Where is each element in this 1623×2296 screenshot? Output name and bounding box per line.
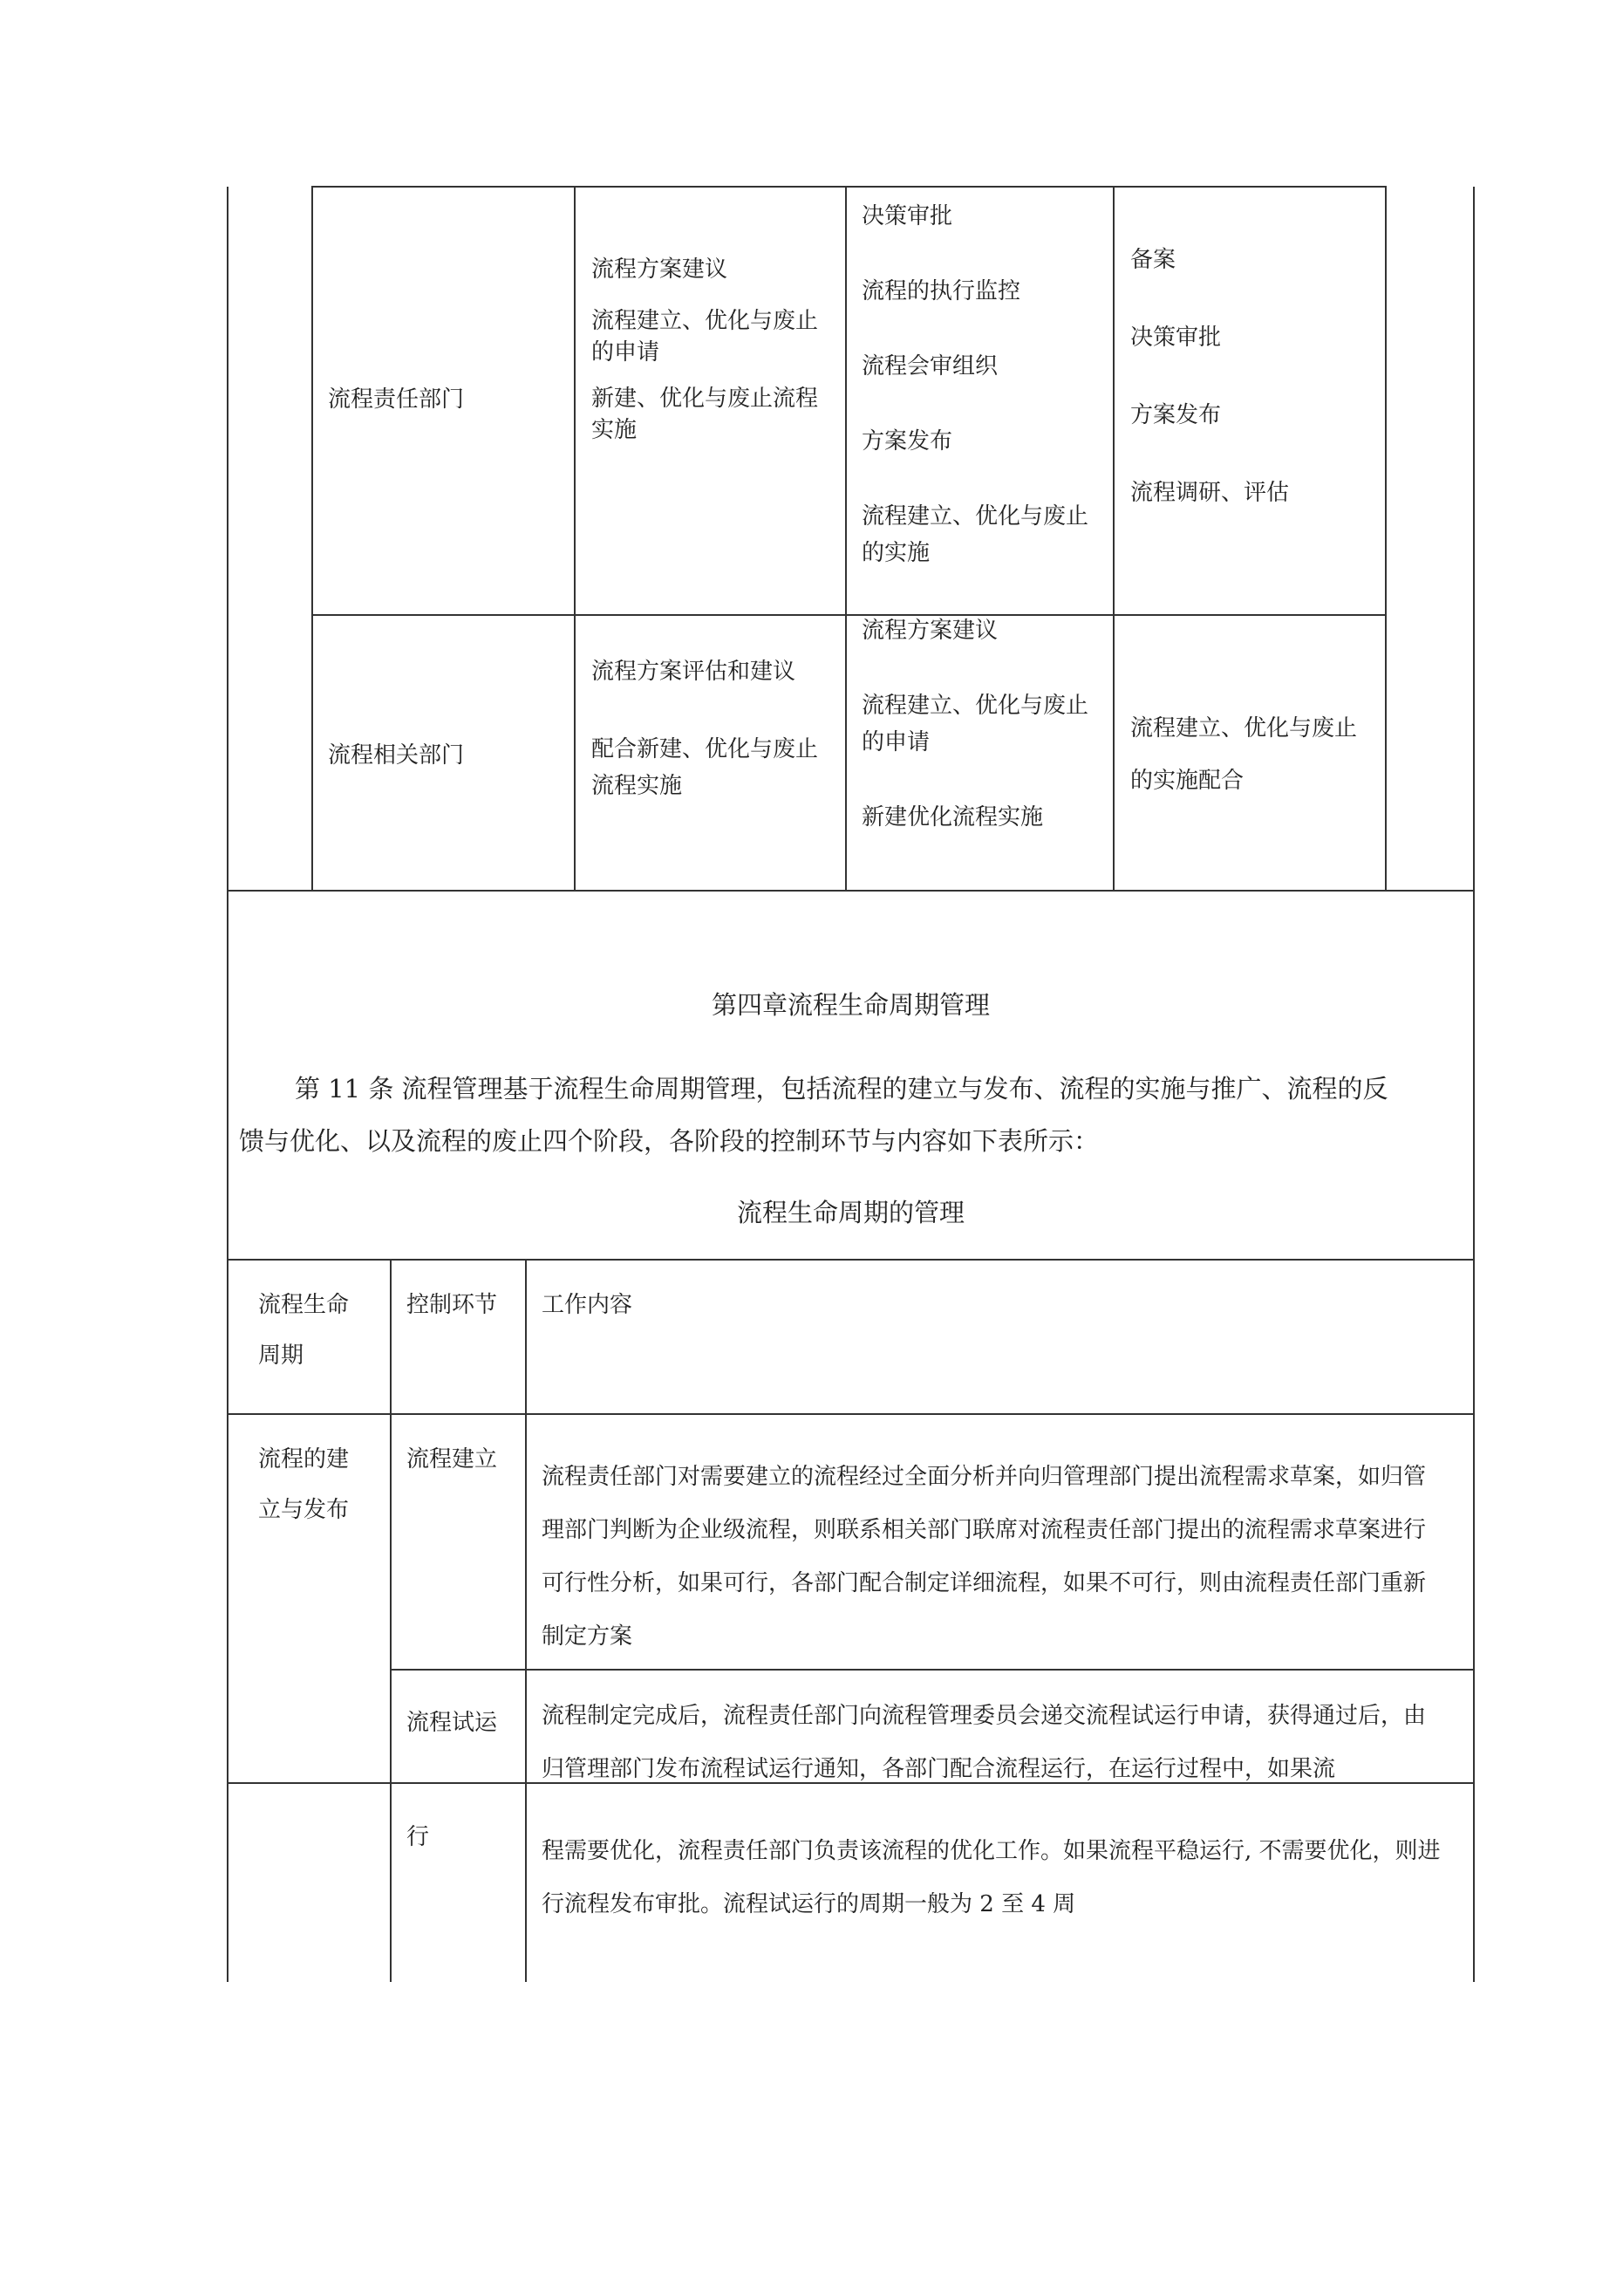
- table2-header-lifecycle: [258, 1289, 349, 1371]
- work-content: [542, 1451, 1426, 1664]
- table2-col-line: [525, 1260, 527, 1982]
- table1-cell: [862, 615, 1088, 833]
- table1-cell-line: 的申请: [591, 339, 660, 366]
- page-border-right: [1473, 187, 1475, 1982]
- table2-row-divider: [391, 1669, 1475, 1671]
- table1-top-border: [311, 186, 1387, 188]
- table1-cell-line: 方案发布: [862, 428, 953, 454]
- table1-cell: [591, 656, 818, 802]
- table2-header-divider: [227, 1413, 1475, 1415]
- work-content-line: 归管理部门发布流程试运行通知，各部门配合流程运行，在运行过程中，如果流: [542, 1756, 1336, 1782]
- table1-cell-line: 决策审批: [1130, 325, 1222, 351]
- work-content-line: 可行性分析，如果可行，各部门配合制定详细流程，如果不可行，则由流程责任部门重新: [542, 1570, 1427, 1596]
- table1-cell-line: 流程调研、评估: [1130, 480, 1290, 506]
- work-content-line: 流程制定完成后，流程责任部门向流程管理委员会递交流程试运行申请，获得通过后，由: [542, 1703, 1427, 1729]
- table1-dept-label: 流程相关部门: [328, 742, 465, 769]
- table1-cell: [1130, 244, 1289, 509]
- table1-col-line: [574, 187, 576, 891]
- table1-bottom-border: [227, 890, 1475, 892]
- table1-cell-line: 流程实施: [591, 773, 683, 799]
- header-line: 周期: [258, 1343, 304, 1369]
- chapter-title: 第四章流程生命周期管理: [711, 990, 990, 1020]
- stage-line: 立与发布: [258, 1497, 350, 1523]
- article-line: 馈与优化、以及流程的废止四个阶段，各阶段的控制环节与内容如下表所示：: [239, 1126, 1100, 1156]
- article-11-paragraph: [239, 1063, 1388, 1167]
- table1-cell-line: 配合新建、优化与废止: [591, 736, 819, 762]
- table1-col-line: [845, 187, 847, 891]
- table1-cell-line: 的申请: [862, 729, 931, 755]
- table2-header-content: 工作内容: [542, 1292, 633, 1318]
- table1-col-line: [1113, 187, 1115, 891]
- control-step-label: 流程试运: [406, 1710, 498, 1736]
- table1-cell: [1130, 713, 1357, 796]
- table1-cell-line: 流程方案评估和建议: [591, 659, 796, 685]
- table1-cell-line: 实施: [591, 417, 638, 443]
- table-caption: 流程生命周期的管理: [736, 1198, 965, 1227]
- table1-cell-line: 的实施配合: [1130, 768, 1245, 794]
- table1-cell-line: 流程建立、优化与废止: [862, 693, 1089, 719]
- table1-col-line: [311, 187, 313, 891]
- table1-cell-line: 流程建立、优化与废止: [1130, 715, 1358, 741]
- table1-cell-line: 流程会审组织: [862, 353, 999, 379]
- page-border-left: [227, 187, 228, 1982]
- stage-line: 流程的建: [258, 1446, 350, 1473]
- table1-row-divider: [311, 614, 1387, 616]
- table1-col-line: [1385, 187, 1387, 891]
- table1-cell: [862, 201, 1088, 569]
- table1-cell-line: 流程方案建议: [862, 618, 999, 644]
- table1-cell-line: 决策审批: [862, 203, 953, 229]
- table1-cell-line: 流程方案建议: [591, 256, 728, 283]
- table1-cell-line: 方案发布: [1130, 402, 1222, 428]
- table2-top-border: [227, 1259, 1475, 1261]
- control-step-label: 行: [406, 1824, 430, 1850]
- table1-dept-label: 流程责任部门: [328, 386, 465, 413]
- article-line: 第 11 条 流程管理基于流程生命周期管理，包括流程的建立与发布、流程的实施与推广、流程的反: [295, 1074, 1388, 1104]
- table2-col-line: [390, 1260, 392, 1982]
- work-content-line: 程需要优化，流程责任部门负责该流程的优化工作。如果流程平稳运行, 不需要优化，则进: [542, 1838, 1441, 1864]
- table1-cell-line: 的实施: [862, 540, 931, 566]
- table1-cell-line: 备案: [1130, 247, 1176, 273]
- table1-cell: [591, 244, 818, 446]
- table1-cell-line: 新建、优化与废止流程: [591, 386, 819, 412]
- table1-cell-line: 流程的执行监控: [862, 278, 1021, 304]
- header-line: 流程生命: [258, 1292, 350, 1318]
- table1-cell-line: 流程建立、优化与废止: [591, 308, 819, 334]
- work-content-line: 行流程发布审批。流程试运行的周期一般为 2 至 4 周: [542, 1891, 1076, 1917]
- work-content: [542, 1690, 1426, 1796]
- work-content: [542, 1825, 1441, 1931]
- work-content-line: 理部门判断为企业级流程，则联系相关部门联席对流程责任部门提出的流程需求草案进行: [542, 1517, 1427, 1543]
- control-step-label: 流程建立: [406, 1446, 498, 1473]
- table2-header-control: 控制环节: [406, 1292, 498, 1318]
- table1-cell-line: 流程建立、优化与废止: [862, 503, 1089, 530]
- work-content-line: 流程责任部门对需要建立的流程经过全面分析并向归管理部门提出流程需求草案，如归管: [542, 1464, 1427, 1490]
- table1-cell-line: 新建优化流程实施: [862, 804, 1044, 830]
- stage-label: [258, 1444, 349, 1526]
- work-content-line: 制定方案: [542, 1623, 633, 1650]
